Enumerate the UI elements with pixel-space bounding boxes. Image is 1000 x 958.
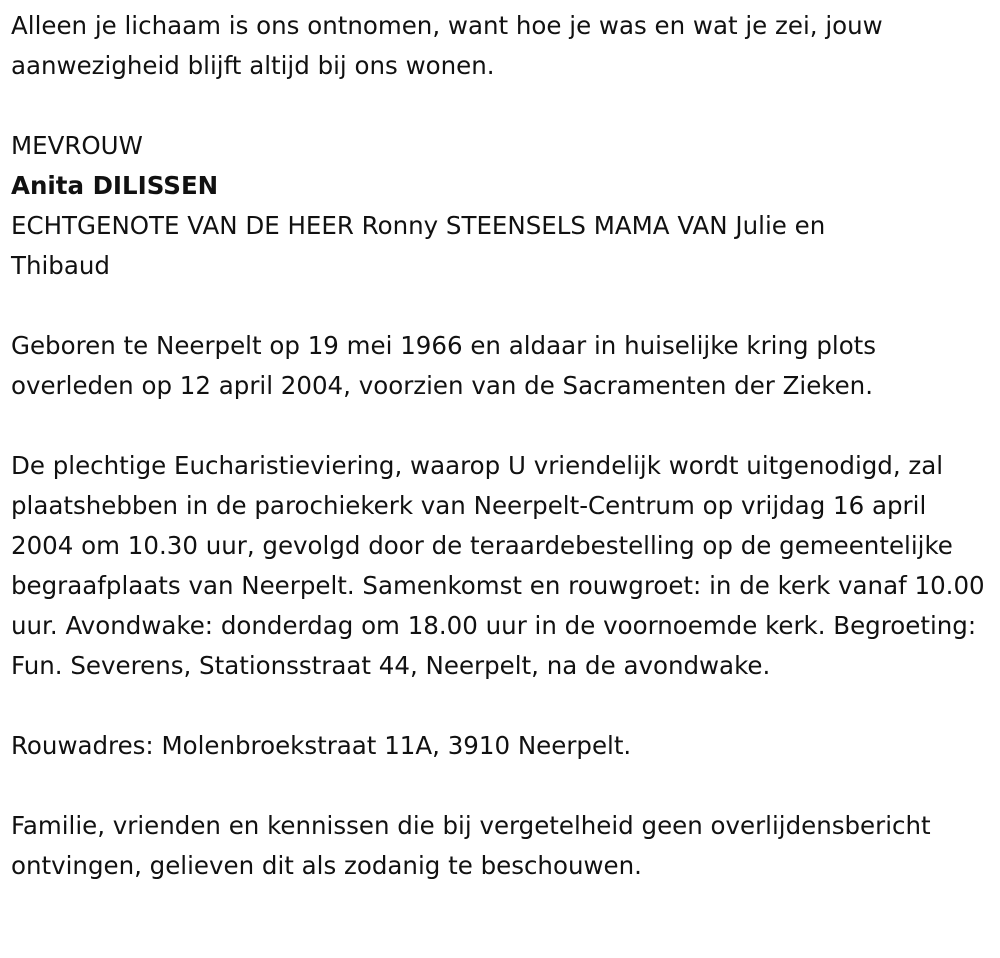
deceased-name: Anita DILISSEN (11, 171, 219, 200)
family-relation: ECHTGENOTE VAN DE HEER Ronny STEENSELS MAMA VAN Julie en Thibaud (11, 211, 826, 280)
spacer (11, 406, 986, 446)
salutation: MEVROUW (11, 131, 143, 160)
spacer (11, 86, 986, 126)
ceremony-details: De plechtige Eucharistieviering, waarop U vriendelijk wordt uitgenodigd, zal plaatshebben in de parochiekerk van Neerpelt-Centrum op vrijdag 16 april 2004 om 10.30 uur, gevolgd door de teraardebestelling op de gemeentelijke begraafplaats van Neerpelt. Samenkomst en rouwgroet: in de kerk vanaf 10.00 uur. Avondwake: donderdag om 18.00 uur in de voornoemde kerk. Begroeting: Fun. Severens, Stationsstraat 44, Neerpelt, na de avondwake. (11, 451, 985, 680)
mourning-address: Rouwadres: Molenbroekstraat 11A, 3910 Neerpelt. (11, 731, 632, 760)
memorial-quote: Alleen je lichaam is ons ontnomen, want hoe je was en wat je zei, jouw aanwezigheid blijft altijd bij ons wonen. (11, 11, 883, 80)
obituary-notice (11, 6, 986, 886)
closing-remark: Familie, vrienden en kennissen die bij vergetelheid geen overlijdensbericht ontvingen, gelieven dit als zodanig te beschouwen. (11, 811, 931, 880)
spacer (11, 286, 986, 326)
spacer (11, 686, 986, 726)
birth-death-details: Geboren te Neerpelt op 19 mei 1966 en aldaar in huiselijke kring plots overleden op 12 april 2004, voorzien van de Sacramenten der Zieken. (11, 331, 877, 400)
spacer (11, 766, 986, 806)
